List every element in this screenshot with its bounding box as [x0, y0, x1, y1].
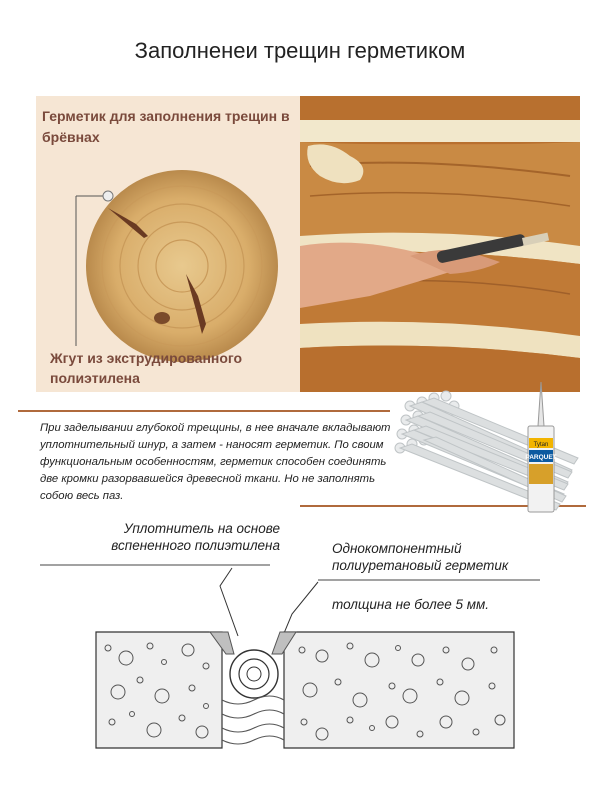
sealant-label: Герметик для заполнения трещин в брёвнах	[42, 108, 290, 145]
cord-label: Жгут из экструдированного полиэтилена	[50, 350, 243, 386]
photo-panel	[36, 96, 580, 392]
product-brand-label: Tytan	[533, 442, 549, 448]
sealant-type-label: Однокомпонентный полиуретановый герметик	[332, 541, 509, 573]
cross-section-drawing	[0, 510, 600, 791]
description-text: При заделывании глубокой трещины, в нее вначале вкладывают уплотнительный шнур, а затем - наносят герметик. По своим функциональным особенностям, герметик способен соединять две кромки разорвавшейся древесной ткани. Но не заполнять собою весь паз.	[40, 422, 391, 502]
foam-rods-illustration	[388, 376, 588, 516]
seal-cross-section-diagram	[0, 510, 600, 791]
divider-left	[18, 410, 390, 412]
sealant-application-photo	[300, 96, 580, 392]
log-wall-illustration	[300, 96, 580, 392]
log-cross-section-card	[36, 96, 300, 392]
product-name-label: PARQUET	[525, 454, 557, 461]
page-title: Заполненеи трещин герметиком	[134, 38, 466, 63]
seal-material-label: Уплотнитель на основе вспененного полиэтилена	[111, 521, 280, 553]
foam-rods-and-sealant-tube	[388, 376, 588, 516]
thickness-label: толщина не более 5 мм.	[332, 597, 489, 612]
